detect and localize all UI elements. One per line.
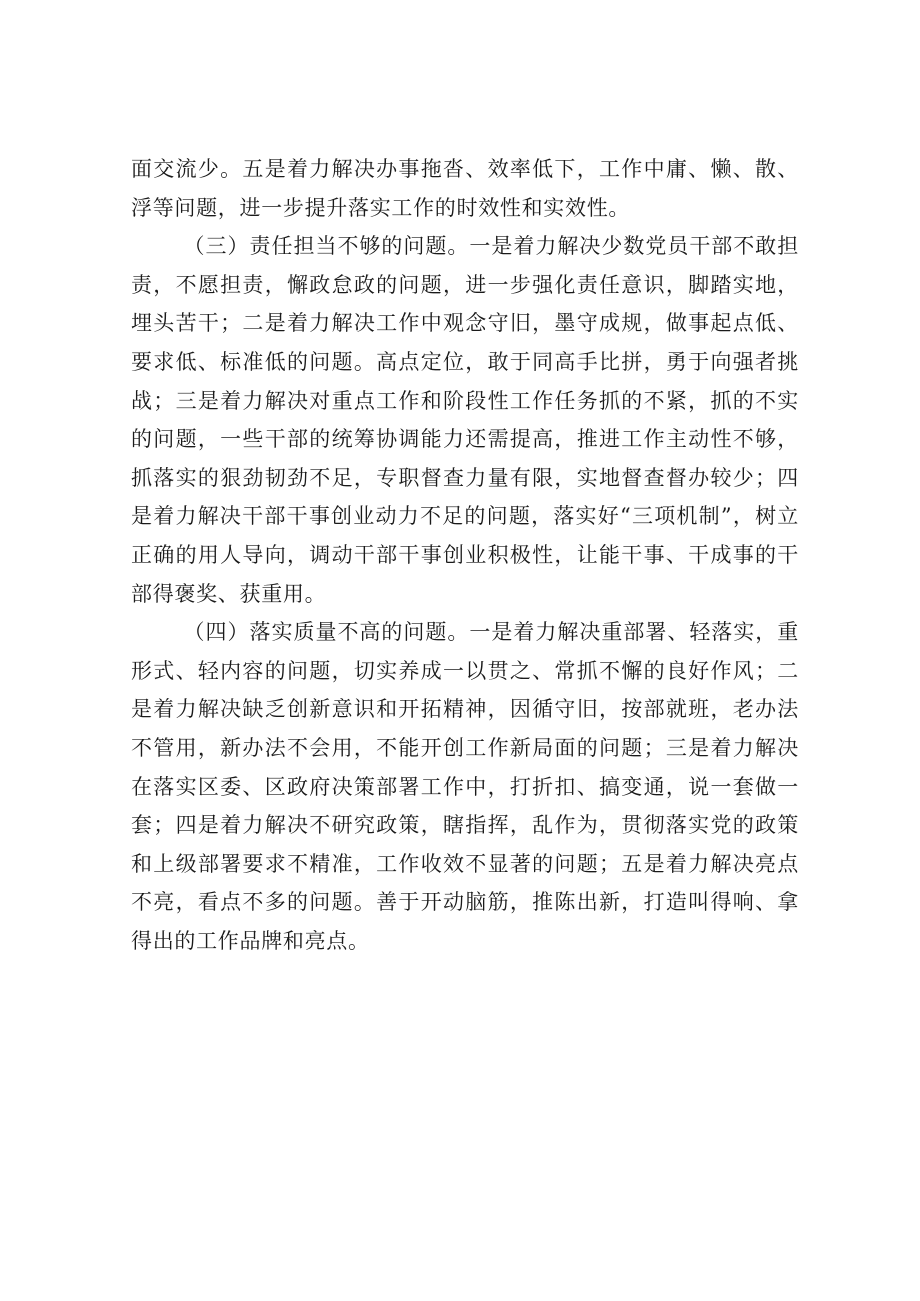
paragraph-section-3: （三）责任担当不够的问题。一是着力解决少数党员干部不敢担责，不愿担责，懈政怠政的问题，进一步强化责任意识，脚踏实地，埋头苦干；二是着力解决工作中观念守旧，墨守成规，做事起点低、要求低、标准低的问题。高点定位，敢于同高手比拼，勇于向强者挑战；三是着力解决对重点工作和阶段性工作任务抓的不紧，抓的不实的问题，一些干部的统筹协调能力还需提高，推进工作主动性不够，抓落实的狠劲韧劲不足，专职督查力量有限，实地督查督办较少；四是着力解决干部干事创业动力不足的问题，落实好“三项机制”，树立正确的用人导向，调动干部干事创业积极性，让能干事、干成事的干部得褒奖、获重用。 (131, 234, 799, 606)
paragraph-section-4: （四）落实质量不高的问题。一是着力解决重部署、轻落实，重形式、轻内容的问题，切实养成一以贯之、常抓不懈的良好作风；二是着力解决缺乏创新意识和开拓精神，因循守旧，按部就班，老办法不管用，新办法不会用，不能开创工作新局面的问题；三是着力解决在落实区委、区政府决策部署工作中，打折扣、搞变通，说一套做一套；四是着力解决不研究政策，瞎指挥，乱作为，贯彻落实党的政策和上级部署要求不精准，工作收效不显著的问题；五是着力解决亮点不亮，看点不多的问题。善于开动脑筋，推陈出新，打造叫得响、拿得出的工作品牌和亮点。 (131, 620, 799, 953)
paragraph-continuation: 面交流少。五是着力解决办事拖沓、效率低下，工作中庸、懒、散、浮等问题，进一步提升落实工作的时效性和实效性。 (131, 157, 799, 220)
document-body (131, 150, 799, 960)
